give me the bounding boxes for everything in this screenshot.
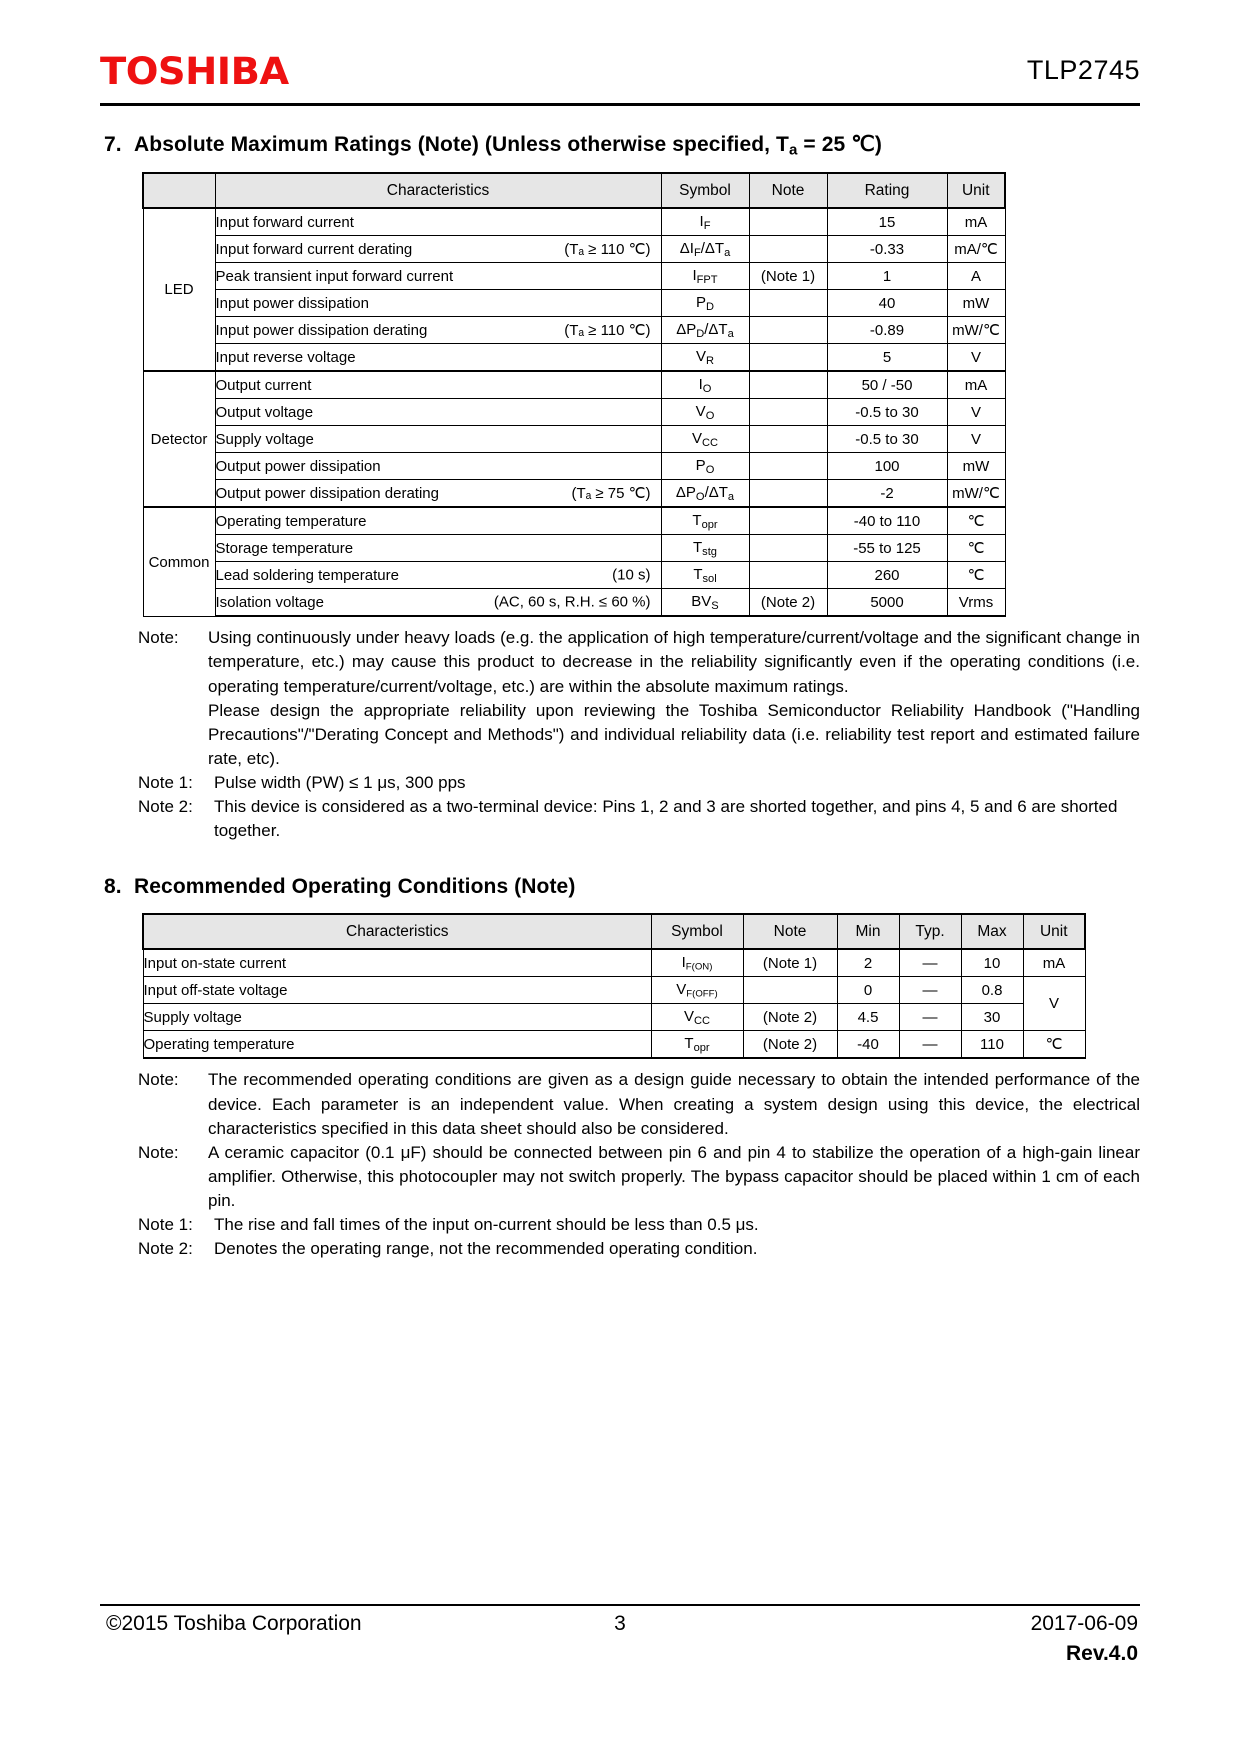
cell-note — [749, 236, 827, 263]
cell-characteristic: Supply voltage — [143, 1004, 651, 1031]
cell-symbol: $I_{F(ON)}$ — [651, 949, 743, 977]
note-text: Denotes the operating range, not the recommended operating condition. — [214, 1239, 758, 1259]
document-date: 2017-06-09 — [1030, 1612, 1138, 1635]
th-group — [143, 173, 215, 208]
cell-typ: — — [899, 949, 961, 977]
th-characteristics: Characteristics — [215, 173, 661, 208]
cell-rating: 50 / -50 — [827, 371, 947, 399]
cell-symbol: $T_{sol}$ — [661, 562, 749, 589]
absolute-maximum-ratings-table-wrap — [142, 172, 1108, 617]
recommended-operating-conditions-table-wrap — [142, 913, 1108, 1059]
th-note: Note — [743, 914, 837, 949]
cell-condition: (10 s) — [612, 566, 651, 584]
table-row — [143, 317, 1005, 344]
cell-rating: -0.5 to 30 — [827, 426, 947, 453]
cell-note — [749, 562, 827, 589]
note-item — [138, 771, 1140, 795]
cell-unit: V — [947, 399, 1005, 426]
table-row — [143, 507, 1005, 535]
cell-condition: (AC, 60 s, R.H. ≤ 60 %) — [493, 593, 651, 611]
cell-symbol: $V_O$ — [661, 399, 749, 426]
cell-characteristic: Input power dissipation derating (Tₐ ≥ 110 ℃) — [215, 317, 661, 344]
note-text: The rise and fall times of the input on-current should be less than 0.5 μs. — [214, 1215, 759, 1235]
cell-characteristic: Output power dissipation — [215, 453, 661, 480]
table-row — [143, 949, 1085, 977]
cell-symbol: $BV_S$ — [661, 589, 749, 617]
cell-symbol: $I_O$ — [661, 371, 749, 399]
note-label: Note 1: — [138, 1215, 193, 1235]
cell-characteristic: Peak transient input forward current — [215, 263, 661, 290]
cell-rating: -0.33 — [827, 236, 947, 263]
cell-rating: 40 — [827, 290, 947, 317]
cell-symbol: $V_{F(OFF)}$ — [651, 977, 743, 1004]
cell-symbol: $P_O$ — [661, 453, 749, 480]
table-row — [143, 453, 1005, 480]
section-7-heading — [104, 132, 1140, 158]
cell-symbol: $T_{opr}$ — [651, 1031, 743, 1059]
cell-symbol: $V_R$ — [661, 344, 749, 372]
cell-max: 110 — [961, 1031, 1023, 1059]
table-row — [143, 344, 1005, 372]
table-row — [143, 290, 1005, 317]
cell-symbol: $T_{opr}$ — [661, 507, 749, 535]
header-divider — [100, 103, 1140, 106]
cell-note — [749, 208, 827, 236]
note-text: Using continuously under heavy loads (e.g. the application of high temperature/current/voltage and the significant change in temperature, etc.) may cause this product to decrease in the reliability significantly even if the operating conditions (i.e. operating temperature/current/voltage, etc.) are within the absolute maximum ratings. — [208, 628, 1140, 696]
table-header-row — [143, 914, 1085, 949]
note-text: Pulse width (PW) ≤ 1 μs, 300 pps — [214, 773, 466, 793]
note-label: Note 2: — [138, 1239, 193, 1259]
note-label: Note: — [138, 1070, 179, 1090]
cell-unit: V — [947, 426, 1005, 453]
table-row — [143, 535, 1005, 562]
section-8-notes — [138, 1068, 1140, 1261]
cell-max: 0.8 — [961, 977, 1023, 1004]
cell-condition: (Tₐ ≥ 75 ℃) — [571, 485, 651, 503]
th-typ: Typ. — [899, 914, 961, 949]
cell-min: 4.5 — [837, 1004, 899, 1031]
cell-min: 2 — [837, 949, 899, 977]
table-row — [143, 1031, 1085, 1059]
note-text: The recommended operating conditions are given as a design guide necessary to obtain the intended performance of the device. Each parameter is an independent value. When creating a system design using this device, the electrical characteristics specified in this data sheet should also be considered. — [208, 1070, 1140, 1138]
cell-typ: — — [899, 1031, 961, 1059]
cell-note: (Note 1) — [743, 949, 837, 977]
th-unit: Unit — [947, 173, 1005, 208]
cell-symbol: $I_{FPT}$ — [661, 263, 749, 290]
cell-note — [749, 371, 827, 399]
cell-characteristic: Operating temperature — [143, 1031, 651, 1059]
cell-unit: mA — [947, 371, 1005, 399]
page-footer — [100, 1604, 1140, 1665]
note-label: Note 2: — [138, 797, 193, 817]
footer-line — [100, 1612, 1140, 1665]
cell-note — [749, 507, 827, 535]
section-7-title-pre: Absolute Maximum Ratings (Note) (Unless otherwise specified, T — [134, 133, 789, 156]
cell-symbol: $T_{stg}$ — [661, 535, 749, 562]
cell-rating: 5000 — [827, 589, 947, 617]
cell-characteristic: Lead soldering temperature (10 s) — [215, 562, 661, 589]
table-row — [143, 1004, 1085, 1031]
note-label: Note: — [138, 1142, 179, 1162]
cell-unit: ℃ — [947, 535, 1005, 562]
cell-typ: — — [899, 977, 961, 1004]
section-7-title-sub: a — [788, 141, 798, 159]
table-row — [143, 236, 1005, 263]
cell-unit: V — [1023, 977, 1085, 1031]
note-label: Note: — [138, 628, 179, 648]
cell-condition: (Tₐ ≥ 110 ℃) — [564, 241, 651, 259]
section-8-heading — [104, 875, 1140, 899]
cell-rating: -0.5 to 30 — [827, 399, 947, 426]
note-item — [138, 1068, 1140, 1140]
cell-note — [749, 426, 827, 453]
note-item — [138, 1213, 1140, 1237]
cell-symbol: $V_{CC}$ — [661, 426, 749, 453]
th-max: Max — [961, 914, 1023, 949]
cell-characteristic: Operating temperature — [215, 507, 661, 535]
table-row — [143, 208, 1005, 236]
cell-note — [749, 535, 827, 562]
cell-characteristic: Input power dissipation — [215, 290, 661, 317]
cell-note: (Note 2) — [749, 589, 827, 617]
cell-rating: 260 — [827, 562, 947, 589]
cell-note — [749, 453, 827, 480]
table-row — [143, 263, 1005, 290]
cell-unit: ℃ — [947, 507, 1005, 535]
cell-symbol: $\Delta P_O/\Delta T_a$ — [661, 480, 749, 508]
cell-rating: -55 to 125 — [827, 535, 947, 562]
cell-characteristic: Input forward current — [215, 208, 661, 236]
table-row — [143, 399, 1005, 426]
cell-symbol: $V_{CC}$ — [651, 1004, 743, 1031]
part-number: TLP2745 — [1026, 55, 1140, 85]
section-7-number: 7. — [104, 133, 122, 156]
cell-characteristic: Supply voltage — [215, 426, 661, 453]
cell-max: 10 — [961, 949, 1023, 977]
note-label: Note 1: — [138, 773, 193, 793]
note-item — [138, 795, 1140, 843]
cell-unit: mA — [947, 208, 1005, 236]
cell-rating: -0.89 — [827, 317, 947, 344]
cell-note — [743, 977, 837, 1004]
cell-unit: ℃ — [947, 562, 1005, 589]
cell-characteristic: Input forward current derating (Tₐ ≥ 110 ℃) — [215, 236, 661, 263]
th-symbol: Symbol — [661, 173, 749, 208]
cell-unit: mA — [1023, 949, 1085, 977]
note-item — [138, 1237, 1140, 1261]
note-text: A ceramic capacitor (0.1 μF) should be connected between pin 6 and pin 4 to stabilize the operation of a high-gain linear amplifier. Otherwise, this photocoupler may not switch properly. The bypass capacitor should be placed within 1 cm of each pin. — [208, 1142, 1140, 1211]
cell-note: (Note 1) — [749, 263, 827, 290]
recommended-operating-conditions-table — [142, 913, 1086, 1059]
cell-note — [749, 317, 827, 344]
cell-min: 0 — [837, 977, 899, 1004]
cell-condition: (Tₐ ≥ 110 ℃) — [564, 322, 651, 340]
cell-note: (Note 2) — [743, 1031, 837, 1059]
toshiba-logo: TOSHIBA — [100, 50, 289, 93]
note-item — [138, 1141, 1140, 1213]
note-text: Please design the appropriate reliability upon reviewing the Toshiba Semiconductor Reliability Handbook ("Handling Precautions"/"Derating Concept and Methods") and individual reliability data (i.e. reliability test report and estimated failure rate, etc). — [208, 700, 1140, 768]
th-characteristics: Characteristics — [143, 914, 651, 949]
cell-note — [749, 344, 827, 372]
cell-characteristic: Output current — [215, 371, 661, 399]
cell-unit: mW/℃ — [947, 480, 1005, 508]
cell-characteristic: Storage temperature — [215, 535, 661, 562]
page-header — [100, 0, 1140, 110]
page-number: 3 — [614, 1612, 626, 1635]
cell-rating: 15 — [827, 208, 947, 236]
cell-characteristic: Input off-state voltage — [143, 977, 651, 1004]
th-note: Note — [749, 173, 827, 208]
table-header-row — [143, 173, 1005, 208]
cell-symbol: $I_F$ — [661, 208, 749, 236]
cell-characteristic: Output power dissipation derating (Tₐ ≥ 75 ℃) — [215, 480, 661, 508]
table-row — [143, 371, 1005, 399]
group-label-common: Common — [143, 507, 215, 616]
cell-unit: V — [947, 344, 1005, 372]
th-symbol: Symbol — [651, 914, 743, 949]
cell-unit: mW/℃ — [947, 317, 1005, 344]
cell-note — [749, 290, 827, 317]
revision-label: Rev.4.0 — [1066, 1642, 1138, 1665]
cell-unit: ℃ — [1023, 1031, 1085, 1059]
cell-note — [749, 399, 827, 426]
group-label-led: LED — [143, 208, 215, 371]
cell-rating: -2 — [827, 480, 947, 508]
th-min: Min — [837, 914, 899, 949]
cell-min: -40 — [837, 1031, 899, 1059]
cell-unit: A — [947, 263, 1005, 290]
cell-rating: 1 — [827, 263, 947, 290]
table-row — [143, 480, 1005, 508]
th-rating: Rating — [827, 173, 947, 208]
cell-symbol: $\Delta P_D/\Delta T_a$ — [661, 317, 749, 344]
table-row — [143, 977, 1085, 1004]
absolute-maximum-ratings-table — [142, 172, 1006, 617]
section-7-title-post: = 25 ℃) — [797, 133, 883, 156]
cell-note: (Note 2) — [743, 1004, 837, 1031]
cell-characteristic: Input on-state current — [143, 949, 651, 977]
group-label-detector: Detector — [143, 371, 215, 507]
cell-typ: — — [899, 1004, 961, 1031]
note-text: This device is considered as a two-terminal device: Pins 1, 2 and 3 are shorted together, and pins 4, 5 and 6 are shorted together. — [214, 797, 1118, 841]
cell-characteristic: Isolation voltage (AC, 60 s, R.H. ≤ 60 %) — [215, 589, 661, 617]
copyright-text: ©2015 Toshiba Corporation — [106, 1612, 362, 1635]
cell-unit: mW — [947, 290, 1005, 317]
cell-symbol: $\Delta I_F/\Delta T_a$ — [661, 236, 749, 263]
cell-rating: 100 — [827, 453, 947, 480]
cell-unit: mW — [947, 453, 1005, 480]
cell-rating: -40 to 110 — [827, 507, 947, 535]
section-7-notes — [138, 626, 1140, 843]
th-unit: Unit — [1023, 914, 1085, 949]
cell-symbol: $P_D$ — [661, 290, 749, 317]
note-item — [138, 699, 1140, 771]
cell-rating: 5 — [827, 344, 947, 372]
note-item — [138, 626, 1140, 698]
footer-divider — [100, 1604, 1140, 1606]
cell-characteristic: Input reverse voltage — [215, 344, 661, 372]
cell-note — [749, 480, 827, 508]
table-row — [143, 589, 1005, 617]
section-8-number: 8. — [104, 875, 122, 899]
table-row — [143, 426, 1005, 453]
cell-unit: mA/℃ — [947, 236, 1005, 263]
table-row — [143, 562, 1005, 589]
cell-max: 30 — [961, 1004, 1023, 1031]
cell-characteristic: Output voltage — [215, 399, 661, 426]
cell-unit: Vrms — [947, 589, 1005, 617]
section-8-title: Recommended Operating Conditions (Note) — [134, 875, 576, 899]
